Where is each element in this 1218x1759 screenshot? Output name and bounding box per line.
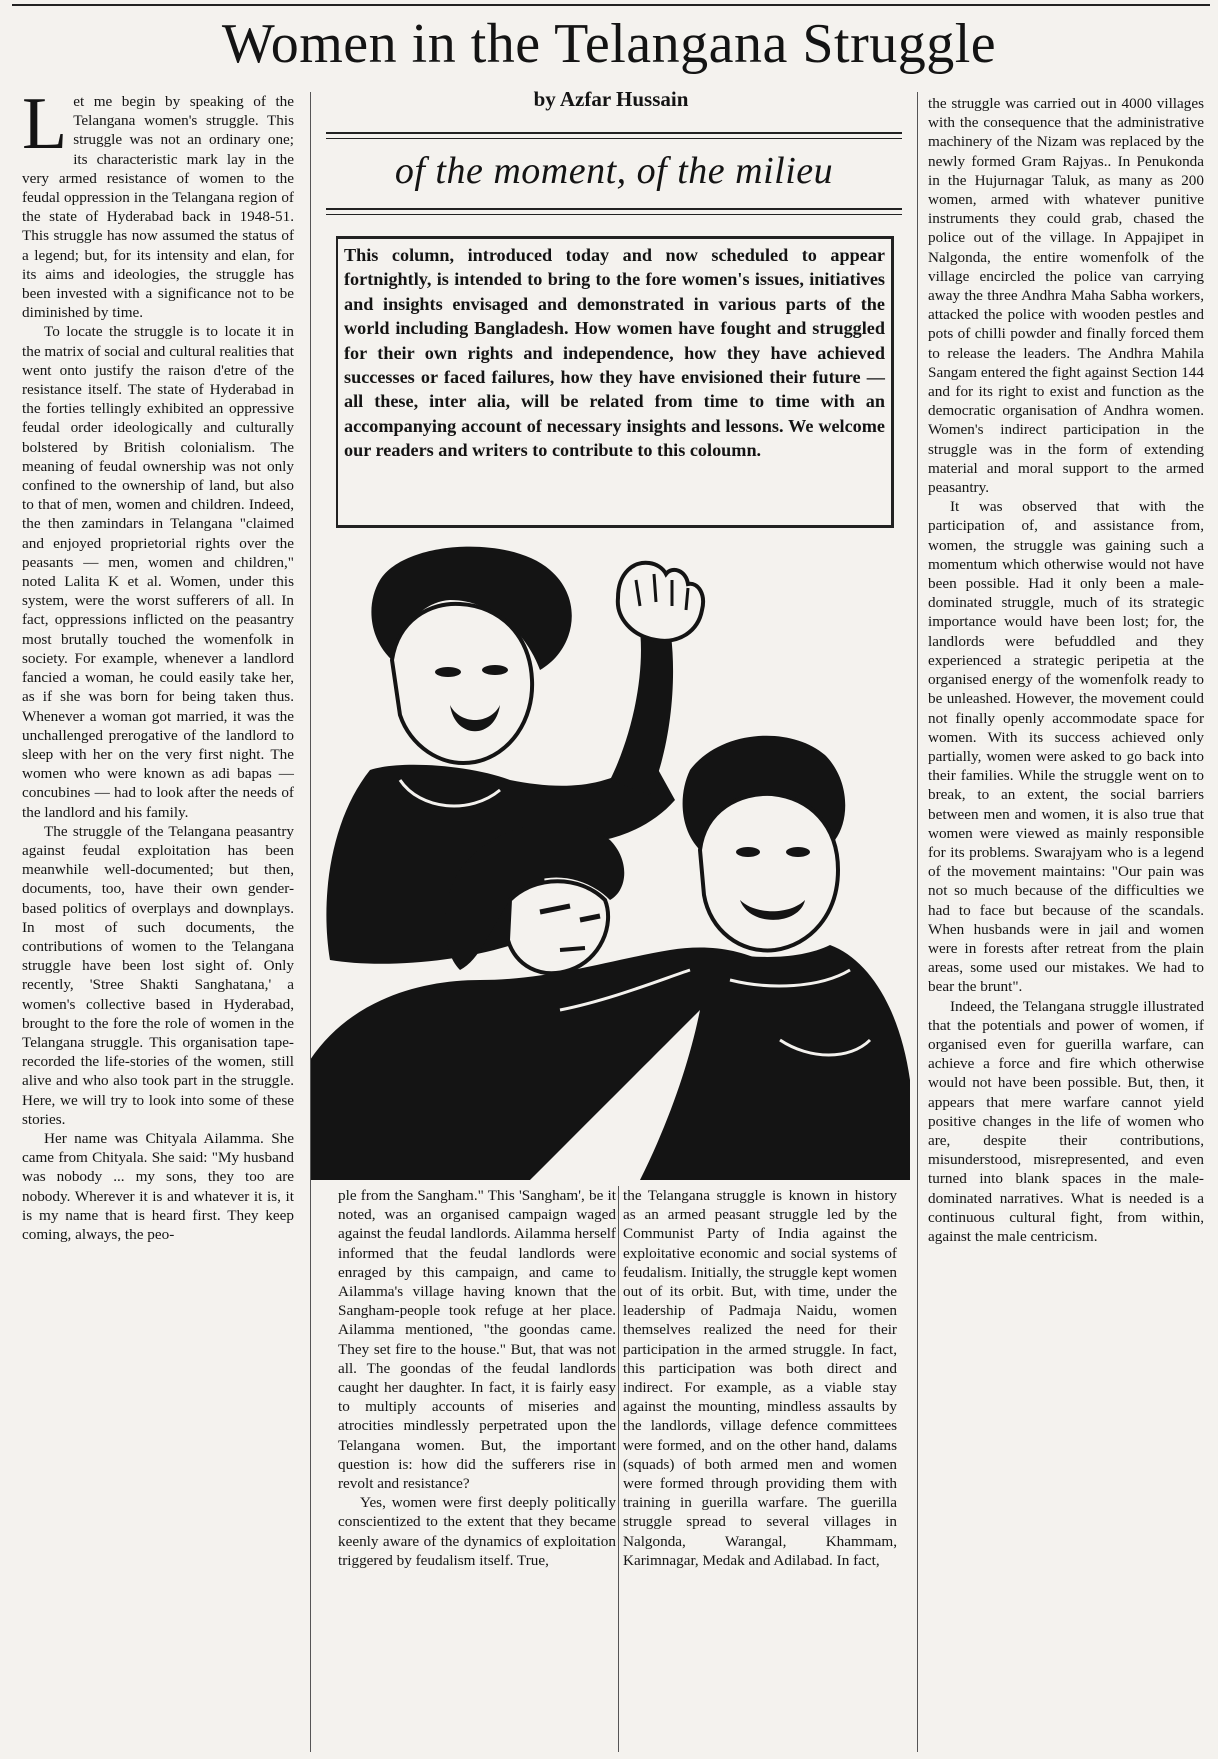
byline: by Azfar Hussain	[533, 87, 689, 111]
protest-illustration	[310, 540, 915, 1180]
article-title: Women in the Telangana Struggle	[221, 13, 997, 75]
paragraph: et me begin by speaking of the Telangana women's struggle. This struggle was not an ordinary one; its characteristic mark lay in the very armed resistance of women to the feudal oppression in the Telangana region of the state of Hyderabad back in 1948-51. This struggle has now assumed the status of a legend; but, for its intensity and elan, for its aims and ideologies, the struggle has been invested with a significance not to be diminished by time.	[22, 93, 294, 322]
column-1	[22, 83, 295, 1244]
double-rule	[326, 132, 902, 139]
paragraph: The struggle of the Telangana peasantry against feudal exploitation has been meanwhile well-documented; but then, documents, too, have their own gender-based politics of overplays and downplays. In most of such documents, the contributions of women to the Telangana struggle have been lost sight of. Only recently, 'Stree Shakti Sanghatana,' a women's collective based in Hyderabad, brought to the fore the role of women in the Telangana struggle. This organisation tape-recorded the life-stories of the women, still alive and who also took part in the struggle. Here, we will try to look into some of these stories.	[22, 822, 294, 1128]
paragraph: Indeed, the Telangana struggle illustrated that the potentials and power of women, if organised even for guerilla warfare, can achieve a force and fire which otherwise would not have been possible. But, then, it appears that mere warfare cannot yield positive changes in the life of women who are, despite their contributions, misunderstood, misrepresented, and even turned into blank spaces in the male-dominated narratives. What is needed is a continuous cultural fight, from within, against the male centricism.	[928, 997, 1204, 1245]
column-divider	[917, 92, 918, 1752]
column-2	[338, 1186, 616, 1570]
paragraph: the struggle was carried out in 4000 villages with the consequence that the administrative machinery of the Nizam was replaced by the newly formed Gram Rajyas.. In Penukonda in the Hujurnagar Taluk, as many as 200 women, armed with whatever punitive instruments they could grab, chased the police out of the village. In Appajipet in Nalgonda, the entire womenfolk of the village encircled the police van carrying away the three Andhra Maha Sabha workers, attacked the police with wooden pestles and pots of chilli powder and finally forced them to release the leaders. The Andhra Mahila Sangam entered the fight against Section 144 and for its right to exist and function as the democratic organisation of Andhra women. Women's indirect participation in the struggle was in the form of extending material and moral support to the armed peasantry.	[928, 95, 1204, 497]
paragraph: Her name was Chityala Ailamma. She came from Chityala. She said: "My husband was nobody ... my sons, they too are nobody. Wherever it is and whatever it is, it is my name that is heard first. They keep coming, always, the peo-	[22, 1129, 294, 1243]
column-4	[928, 94, 1204, 1246]
paragraph: To locate the struggle is to locate it in the matrix of social and cultural realities that went onto justify the raison d'etre of the resistance itself. The state of Hyderabad in the forties tellingly exhibited an oppressive feudal order ideologically and culturally bolstered by British colonialism. The meaning of feudal ownership was not only confined to the ownership of land, but also to that of men, women and children. Indeed, the then zamindars in Telangana "claimed and enjoyed proprietorial rights over the peasants — men, women and children," noted Lalita K et al. Women, under this system, were the worst sufferers of all. In fact, oppressions inflicted on the peasantry most brutally touched the womenfolk in society. For example, whenever a landlord fancied a woman, he could easily take her, as if she was born for being taken thus. Whenever a woman got married, it was the unchallenged prerogative of the landlord to sleep with her on the very first night. The women who were known as adi bapas — concubines — had to look after the needs of the landlord and his family.	[22, 323, 295, 821]
intro-box	[336, 236, 894, 528]
paragraph: It was observed that with the participation of, and assistance from, women, the struggle was gaining such a momentum which otherwise would not have been possible. Had it only been a male-dominated struggle, much of its strategic importance would have been lost; for, the landlords were befuddled and they experienced a strategic peripetia at the organised energy of the womenfolk ready to be unleashed. However, the movement could not finally openly accommodate space for women. With its success achieved only partially, women were asked to go back into their families. While the struggle went on to break, to an extent, the social barriers between men and women, it is also true that women were viewed as mainly responsible for its problems. Swarajyam who is a legend of the movement maintains: "Our pain was not so much because of the difficulties we had to face but because of the scandals. When husbands were in jail and women were in forests after retreat from the plain areas, some used our mistakes. We had to bear the brunt".	[928, 498, 1204, 996]
women-protest-woodcut	[310, 540, 915, 1180]
intro-text: This column, introduced today and now scheduled to appear fortnightly, is intended to bring to the fore women's issues, initiatives and insights envisaged and demonstrated in various parts of the world including Bangladesh. How women have fought and struggled for their own rights and independence, how they have achieved successes or faced failures, how they have envisioned their future — all these, inter alia, will be related from time to time with an accompanying account of necessary insights and lessons. We welcome our readers and writers to contribute to this coloumn.	[344, 245, 885, 461]
double-rule	[326, 208, 902, 215]
top-rule	[12, 4, 1210, 6]
drop-cap: L	[22, 83, 68, 165]
column-divider	[618, 1186, 619, 1752]
paragraph: Yes, women were first deeply politically conscientized to the extent that they became keenly aware of the dynamics of exploitation triggered by feudalism itself. True,	[338, 1494, 616, 1569]
paragraph: ple from the Sangham." This 'Sangham', be it noted, was an organised campaign waged against the feudal landlords. Ailamma herself informed that the feudal landlords were enraged by this campaign, and came to Ailamma's village having known that the Sangham-people took refuge at her place. Ailamma mentioned, "the goondas came. They set fire to the house." But, that was not all. The goondas of the feudal landlords caught her daughter. In fact, it is fairly easy to multiply accounts of miseries and atrocities mindlessly perpetrated upon the Telangana women. But, the important question is: how did the sufferers rise in revolt and resistance?	[338, 1187, 616, 1493]
column-standfirst: of the moment, of the milieu	[394, 150, 834, 192]
column-divider	[310, 92, 311, 1752]
paragraph: the Telangana struggle is known in history as an armed peasant struggle led by the Communist Party of India against the exploitative economic and social systems of feudalism. Initially, the struggle kept women out of its orbit. But, with time, under the leadership of Padmaja Naidu, women themselves realized the need for their participation in the armed struggle. In fact, this participation was both direct and indirect. For example, as a viable stay against the mounting, mindless assaults by the landlords, village defence committees were formed, and on the other hand, dalams (squads) of both armed men and women were formed through providing them with training in guerilla warfare. The guerilla struggle spread to several villages in Nalgonda, Warangal, Khammam, Karimnagar, Medak and Adilabad. In fact,	[623, 1187, 897, 1569]
column-3	[623, 1186, 897, 1570]
